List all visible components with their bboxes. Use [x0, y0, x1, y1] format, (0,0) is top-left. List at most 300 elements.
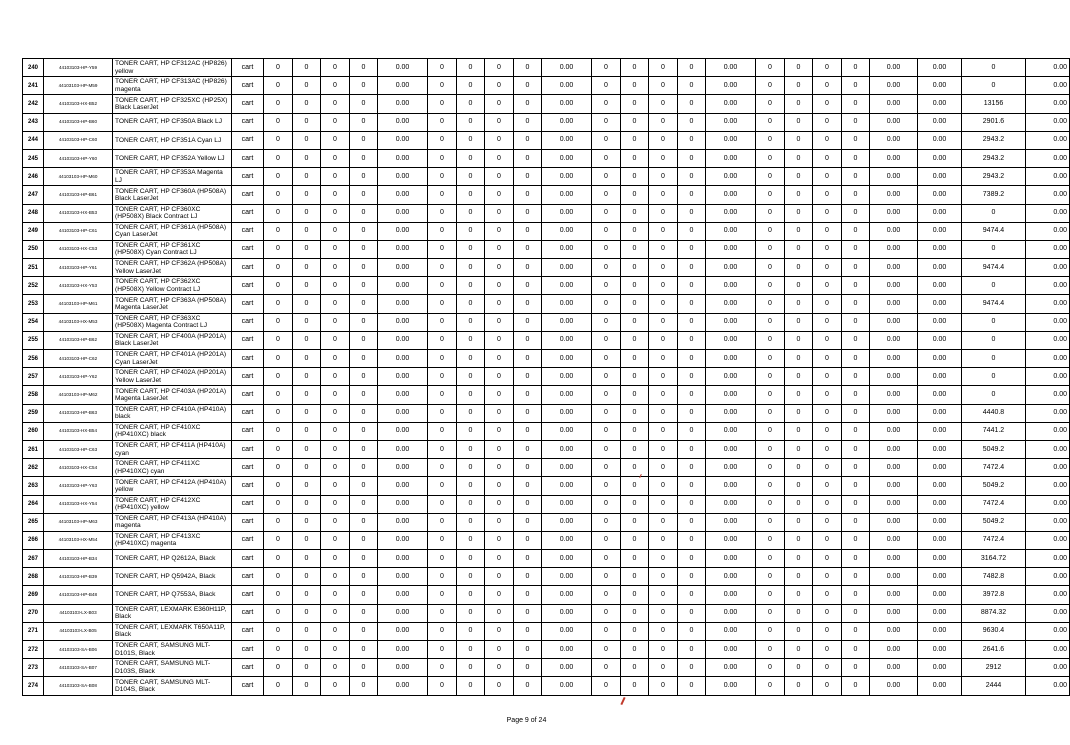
- table-row: [23, 677, 1070, 695]
- total-amount-cell: 7472.4: [962, 531, 1026, 549]
- quantity-cell: 0: [514, 368, 542, 386]
- quantity-cell: 0.00: [542, 477, 592, 495]
- quantity-cell: 0: [321, 222, 350, 240]
- quantity-cell: 0.00: [870, 459, 918, 477]
- quantity-cell: 0: [785, 331, 813, 349]
- quantity-cell: 0: [428, 113, 457, 131]
- last-value-cell: 0.00: [1026, 222, 1070, 240]
- unit-cell: cart: [232, 240, 264, 258]
- quantity-cell: 0: [649, 368, 678, 386]
- quantity-cell: 0: [842, 368, 870, 386]
- total-amount-cell: 5049.2: [962, 477, 1026, 495]
- quantity-cell: 0.00: [918, 77, 962, 95]
- quantity-cell: 0: [457, 131, 485, 149]
- item-code: 44103103-HX-M54: [44, 531, 113, 549]
- quantity-cell: 0: [485, 204, 514, 222]
- table-row: [23, 95, 1070, 113]
- quantity-cell: 0: [264, 568, 293, 586]
- quantity-cell: 0: [321, 277, 350, 295]
- quantity-cell: 0.00: [542, 531, 592, 549]
- last-value-cell: 0.00: [1026, 677, 1070, 695]
- quantity-cell: 0.00: [706, 659, 756, 677]
- quantity-cell: 0: [428, 95, 457, 113]
- quantity-cell: 0: [514, 677, 542, 695]
- last-value-cell: 0.00: [1026, 404, 1070, 422]
- quantity-cell: 0.00: [706, 440, 756, 458]
- quantity-cell: 0: [592, 404, 621, 422]
- quantity-cell: 0.00: [542, 259, 592, 277]
- total-amount-cell: 9474.4: [962, 259, 1026, 277]
- quantity-cell: 0: [785, 495, 813, 513]
- total-amount-cell: 7472.4: [962, 459, 1026, 477]
- quantity-cell: 0.00: [542, 313, 592, 331]
- quantity-cell: 0.00: [542, 222, 592, 240]
- item-code: 44103103-HP-B61: [44, 186, 113, 204]
- quantity-cell: 0: [264, 313, 293, 331]
- item-description: TONER CART, HP CF361A (HP508A) Cyan LaserJet: [113, 222, 232, 240]
- quantity-cell: 0: [321, 622, 350, 640]
- quantity-cell: 0: [293, 404, 321, 422]
- quantity-cell: 0: [428, 568, 457, 586]
- unit-cell: cart: [232, 404, 264, 422]
- quantity-cell: 0: [293, 659, 321, 677]
- quantity-cell: 0: [485, 659, 514, 677]
- quantity-cell: 0: [321, 204, 350, 222]
- quantity-cell: 0.00: [706, 186, 756, 204]
- item-number: 244: [23, 131, 44, 149]
- quantity-cell: 0: [321, 168, 350, 186]
- quantity-cell: 0: [649, 677, 678, 695]
- total-amount-cell: 7472.4: [962, 495, 1026, 513]
- quantity-cell: 0: [649, 168, 678, 186]
- quantity-cell: 0: [457, 495, 485, 513]
- item-code: 44103103-HP-C61: [44, 222, 113, 240]
- quantity-cell: 0: [350, 204, 378, 222]
- quantity-cell: 0.00: [378, 659, 428, 677]
- quantity-cell: 0: [264, 586, 293, 604]
- quantity-cell: 0.00: [378, 531, 428, 549]
- quantity-cell: 0: [514, 222, 542, 240]
- quantity-cell: 0: [457, 386, 485, 404]
- quantity-cell: 0: [756, 313, 785, 331]
- item-number: 252: [23, 277, 44, 295]
- quantity-cell: 0: [264, 440, 293, 458]
- quantity-cell: 0: [756, 531, 785, 549]
- quantity-cell: 0: [813, 659, 842, 677]
- quantity-cell: 0: [293, 386, 321, 404]
- quantity-cell: 0.00: [870, 440, 918, 458]
- item-description: TONER CART, HP Q7553A, Black: [113, 586, 232, 604]
- item-description: TONER CART, HP CF360XC (HP508X) Black Contract LJ: [113, 204, 232, 222]
- quantity-cell: 0.00: [870, 149, 918, 167]
- quantity-cell: 0: [293, 131, 321, 149]
- quantity-cell: 0.00: [706, 277, 756, 295]
- item-code: 44103103-HX-C53: [44, 240, 113, 258]
- quantity-cell: 0: [350, 313, 378, 331]
- item-number: 262: [23, 459, 44, 477]
- quantity-cell: 0: [813, 222, 842, 240]
- quantity-cell: 0: [649, 531, 678, 549]
- quantity-cell: 0: [756, 186, 785, 204]
- quantity-cell: 0: [785, 531, 813, 549]
- quantity-cell: 0: [350, 59, 378, 77]
- quantity-cell: 0.00: [542, 568, 592, 586]
- quantity-cell: 0.00: [542, 422, 592, 440]
- quantity-cell: 0.00: [918, 641, 962, 659]
- quantity-cell: 0: [321, 131, 350, 149]
- quantity-cell: 0.00: [870, 350, 918, 368]
- quantity-cell: 0: [756, 622, 785, 640]
- quantity-cell: 0: [350, 422, 378, 440]
- quantity-cell: 0: [428, 513, 457, 531]
- quantity-cell: 0: [350, 368, 378, 386]
- unit-cell: cart: [232, 204, 264, 222]
- quantity-cell: 0.00: [378, 131, 428, 149]
- total-amount-cell: 2912: [962, 659, 1026, 677]
- quantity-cell: 0: [785, 77, 813, 95]
- quantity-cell: 0.00: [378, 641, 428, 659]
- quantity-cell: 0: [485, 677, 514, 695]
- quantity-cell: 0: [350, 386, 378, 404]
- quantity-cell: 0: [321, 149, 350, 167]
- quantity-cell: 0: [813, 513, 842, 531]
- total-amount-cell: 9474.4: [962, 222, 1026, 240]
- quantity-cell: 0: [621, 222, 649, 240]
- quantity-cell: 0: [649, 149, 678, 167]
- item-number: 247: [23, 186, 44, 204]
- quantity-cell: 0: [428, 440, 457, 458]
- item-number: 263: [23, 477, 44, 495]
- quantity-cell: 0: [785, 368, 813, 386]
- quantity-cell: 0: [813, 459, 842, 477]
- quantity-cell: 0: [621, 350, 649, 368]
- quantity-cell: 0: [678, 59, 706, 77]
- quantity-cell: 0: [649, 622, 678, 640]
- quantity-cell: 0: [321, 440, 350, 458]
- quantity-cell: 0.00: [706, 404, 756, 422]
- quantity-cell: 0: [592, 386, 621, 404]
- quantity-cell: 0: [321, 186, 350, 204]
- quantity-cell: 0.00: [918, 477, 962, 495]
- last-value-cell: 0.00: [1026, 459, 1070, 477]
- quantity-cell: 0: [756, 550, 785, 568]
- quantity-cell: 0: [785, 550, 813, 568]
- quantity-cell: 0.00: [918, 149, 962, 167]
- item-description: TONER CART, HP CF363A (HP508A) Magenta LaserJet: [113, 295, 232, 313]
- quantity-cell: 0.00: [706, 113, 756, 131]
- quantity-cell: 0: [457, 477, 485, 495]
- item-description: TONER CART, HP CF413XC (HP410XC) magenta: [113, 531, 232, 549]
- quantity-cell: 0: [621, 204, 649, 222]
- quantity-cell: 0.00: [918, 386, 962, 404]
- quantity-cell: 0: [842, 495, 870, 513]
- total-amount-cell: 0: [962, 240, 1026, 258]
- quantity-cell: 0.00: [918, 240, 962, 258]
- total-amount-cell: 2641.6: [962, 641, 1026, 659]
- item-code: 44103103-HP-B62: [44, 331, 113, 349]
- quantity-cell: 0.00: [870, 186, 918, 204]
- item-code: 44103103-HP-C63: [44, 440, 113, 458]
- quantity-cell: 0: [649, 404, 678, 422]
- quantity-cell: 0: [678, 677, 706, 695]
- quantity-cell: 0.00: [706, 422, 756, 440]
- quantity-cell: 0: [621, 568, 649, 586]
- total-amount-cell: 7482.8: [962, 568, 1026, 586]
- quantity-cell: 0: [485, 622, 514, 640]
- quantity-cell: 0: [350, 531, 378, 549]
- quantity-cell: 0: [621, 404, 649, 422]
- quantity-cell: 0: [785, 659, 813, 677]
- quantity-cell: 0.00: [918, 531, 962, 549]
- quantity-cell: 0: [428, 459, 457, 477]
- quantity-cell: 0: [457, 531, 485, 549]
- table-row: [23, 404, 1070, 422]
- quantity-cell: 0: [457, 240, 485, 258]
- quantity-cell: 0: [485, 440, 514, 458]
- quantity-cell: 0: [321, 459, 350, 477]
- quantity-cell: 0: [813, 168, 842, 186]
- quantity-cell: 0: [592, 240, 621, 258]
- item-code: 44103103-HX-M53: [44, 313, 113, 331]
- quantity-cell: 0.00: [918, 550, 962, 568]
- quantity-cell: 0: [264, 259, 293, 277]
- quantity-cell: 0: [842, 204, 870, 222]
- quantity-cell: 0: [321, 586, 350, 604]
- quantity-cell: 0.00: [870, 586, 918, 604]
- quantity-cell: 0: [842, 259, 870, 277]
- quantity-cell: 0: [514, 350, 542, 368]
- item-description: TONER CART, HP CF401A (HP201A) Cyan LaserJet: [113, 350, 232, 368]
- quantity-cell: 0: [485, 168, 514, 186]
- quantity-cell: 0: [649, 459, 678, 477]
- quantity-cell: 0: [842, 277, 870, 295]
- last-value-cell: 0.00: [1026, 186, 1070, 204]
- item-description: TONER CART, HP CF350A Black LJ: [113, 113, 232, 131]
- quantity-cell: 0: [514, 331, 542, 349]
- item-number: 266: [23, 531, 44, 549]
- quantity-cell: 0.00: [378, 440, 428, 458]
- quantity-cell: 0: [350, 604, 378, 622]
- quantity-cell: 0.00: [542, 168, 592, 186]
- quantity-cell: 0: [264, 131, 293, 149]
- quantity-cell: 0: [678, 513, 706, 531]
- quantity-cell: 0.00: [542, 295, 592, 313]
- quantity-cell: 0.00: [542, 131, 592, 149]
- item-code: 44103103-SA-B06: [44, 641, 113, 659]
- quantity-cell: 0: [621, 459, 649, 477]
- quantity-cell: 0.00: [706, 168, 756, 186]
- last-value-cell: 0.00: [1026, 586, 1070, 604]
- table-row: [23, 477, 1070, 495]
- quantity-cell: 0: [621, 77, 649, 95]
- item-number: 259: [23, 404, 44, 422]
- quantity-cell: 0.00: [378, 568, 428, 586]
- item-code: 44103103-HP-M61: [44, 295, 113, 313]
- quantity-cell: 0.00: [918, 168, 962, 186]
- quantity-cell: 0: [842, 440, 870, 458]
- quantity-cell: 0: [621, 240, 649, 258]
- quantity-cell: 0: [485, 77, 514, 95]
- quantity-cell: 0.00: [378, 295, 428, 313]
- quantity-cell: 0: [842, 531, 870, 549]
- quantity-cell: 0: [621, 622, 649, 640]
- quantity-cell: 0: [592, 149, 621, 167]
- quantity-cell: 0: [321, 368, 350, 386]
- quantity-cell: 0: [813, 622, 842, 640]
- quantity-cell: 0: [621, 259, 649, 277]
- quantity-cell: 0: [264, 513, 293, 531]
- quantity-cell: 0.00: [542, 368, 592, 386]
- last-value-cell: 0.00: [1026, 531, 1070, 549]
- quantity-cell: 0: [756, 149, 785, 167]
- table-row: [23, 59, 1070, 77]
- quantity-cell: 0.00: [870, 204, 918, 222]
- quantity-cell: 0: [592, 277, 621, 295]
- quantity-cell: 0: [813, 677, 842, 695]
- quantity-cell: 0: [264, 204, 293, 222]
- quantity-cell: 0: [785, 568, 813, 586]
- item-description: TONER CART, HP CF413A (HP410A) magenta: [113, 513, 232, 531]
- quantity-cell: 0: [350, 295, 378, 313]
- item-code: 44103103-HX-B53: [44, 204, 113, 222]
- quantity-cell: 0: [428, 586, 457, 604]
- quantity-cell: 0: [592, 331, 621, 349]
- unit-cell: cart: [232, 368, 264, 386]
- quantity-cell: 0.00: [918, 113, 962, 131]
- quantity-cell: 0.00: [706, 313, 756, 331]
- unit-cell: cart: [232, 531, 264, 549]
- quantity-cell: 0.00: [378, 550, 428, 568]
- quantity-cell: 0: [457, 204, 485, 222]
- quantity-cell: 0.00: [918, 622, 962, 640]
- unit-cell: cart: [232, 149, 264, 167]
- quantity-cell: 0: [293, 440, 321, 458]
- quantity-cell: 0: [428, 641, 457, 659]
- quantity-cell: 0: [649, 131, 678, 149]
- last-value-cell: 0.00: [1026, 659, 1070, 677]
- quantity-cell: 0: [321, 259, 350, 277]
- unit-cell: cart: [232, 168, 264, 186]
- table-row: [23, 350, 1070, 368]
- quantity-cell: 0: [678, 222, 706, 240]
- total-amount-cell: 0: [962, 368, 1026, 386]
- item-code: 44103103-HX-Y54: [44, 495, 113, 513]
- unit-cell: cart: [232, 622, 264, 640]
- quantity-cell: 0: [842, 677, 870, 695]
- quantity-cell: 0: [514, 459, 542, 477]
- quantity-cell: 0: [678, 404, 706, 422]
- quantity-cell: 0: [485, 240, 514, 258]
- quantity-cell: 0: [621, 422, 649, 440]
- item-number: 250: [23, 240, 44, 258]
- item-description: TONER CART, HP Q5942A, Black: [113, 568, 232, 586]
- quantity-cell: 0.00: [542, 495, 592, 513]
- last-value-cell: 0.00: [1026, 513, 1070, 531]
- quantity-cell: 0: [457, 295, 485, 313]
- quantity-cell: 0: [514, 259, 542, 277]
- quantity-cell: 0: [592, 131, 621, 149]
- quantity-cell: 0: [678, 622, 706, 640]
- quantity-cell: 0: [350, 495, 378, 513]
- table-row: [23, 459, 1070, 477]
- quantity-cell: 0.00: [706, 513, 756, 531]
- quantity-cell: 0: [813, 259, 842, 277]
- quantity-cell: 0: [350, 350, 378, 368]
- quantity-cell: 0.00: [870, 550, 918, 568]
- quantity-cell: 0: [264, 641, 293, 659]
- quantity-cell: 0: [649, 331, 678, 349]
- quantity-cell: 0: [264, 422, 293, 440]
- quantity-cell: 0.00: [706, 131, 756, 149]
- quantity-cell: 0: [649, 477, 678, 495]
- quantity-cell: 0: [813, 495, 842, 513]
- quantity-cell: 0: [649, 568, 678, 586]
- quantity-cell: 0: [813, 350, 842, 368]
- item-description: TONER CART, HP CF412XC (HP410XC) yellow: [113, 495, 232, 513]
- quantity-cell: 0: [592, 59, 621, 77]
- item-description: TONER CART, HP CF403A (HP201A) Magenta LaserJet: [113, 386, 232, 404]
- quantity-cell: 0: [649, 259, 678, 277]
- quantity-cell: 0: [842, 113, 870, 131]
- last-value-cell: 0.00: [1026, 131, 1070, 149]
- quantity-cell: 0: [514, 531, 542, 549]
- quantity-cell: 0: [514, 404, 542, 422]
- quantity-cell: 0: [293, 586, 321, 604]
- quantity-cell: 0: [428, 204, 457, 222]
- quantity-cell: 0: [264, 531, 293, 549]
- last-value-cell: 0.00: [1026, 95, 1070, 113]
- quantity-cell: 0: [813, 477, 842, 495]
- quantity-cell: 0: [756, 586, 785, 604]
- quantity-cell: 0.00: [918, 459, 962, 477]
- quantity-cell: 0: [621, 313, 649, 331]
- quantity-cell: 0: [813, 277, 842, 295]
- quantity-cell: 0: [785, 440, 813, 458]
- quantity-cell: 0: [457, 149, 485, 167]
- total-amount-cell: 2943.2: [962, 149, 1026, 167]
- unit-cell: cart: [232, 604, 264, 622]
- quantity-cell: 0.00: [870, 240, 918, 258]
- quantity-cell: 0.00: [378, 113, 428, 131]
- quantity-cell: 0: [621, 368, 649, 386]
- quantity-cell: 0: [514, 495, 542, 513]
- quantity-cell: 0: [649, 77, 678, 95]
- quantity-cell: 0: [813, 604, 842, 622]
- quantity-cell: 0: [678, 440, 706, 458]
- quantity-cell: 0.00: [706, 240, 756, 258]
- quantity-cell: 0: [264, 149, 293, 167]
- unit-cell: cart: [232, 59, 264, 77]
- quantity-cell: 0: [592, 368, 621, 386]
- item-code: 44103103-HP-Y63: [44, 477, 113, 495]
- item-description: TONER CART, SAMSUNG MLT-D103S, Black: [113, 659, 232, 677]
- last-value-cell: 0.00: [1026, 604, 1070, 622]
- unit-cell: cart: [232, 513, 264, 531]
- quantity-cell: 0: [621, 113, 649, 131]
- quantity-cell: 0: [514, 622, 542, 640]
- quantity-cell: 0: [756, 113, 785, 131]
- quantity-cell: 0: [592, 222, 621, 240]
- quantity-cell: 0: [428, 677, 457, 695]
- quantity-cell: 0: [592, 677, 621, 695]
- quantity-cell: 0: [756, 422, 785, 440]
- quantity-cell: 0: [321, 568, 350, 586]
- total-amount-cell: 9474.4: [962, 295, 1026, 313]
- quantity-cell: 0.00: [378, 77, 428, 95]
- table-row: [23, 386, 1070, 404]
- quantity-cell: 0: [428, 404, 457, 422]
- table-row: [23, 659, 1070, 677]
